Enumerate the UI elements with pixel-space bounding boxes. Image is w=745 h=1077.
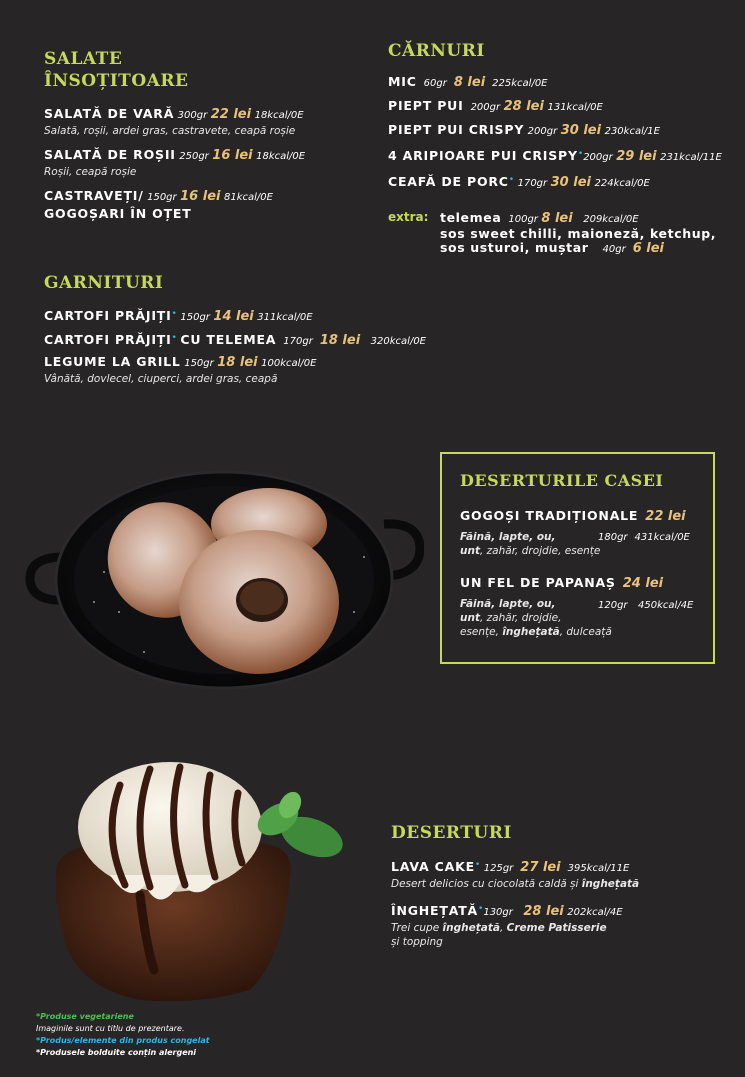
- item-kcal: 395kcal/11E: [567, 863, 630, 874]
- item-desc: Salată, roșii, ardei gras, castravete, ceapă roșie: [44, 125, 296, 137]
- desc-allergens-2: unt: [460, 545, 480, 557]
- item-name: CEAFĂ DE PORC: [388, 174, 509, 189]
- item-name: SALATĂ DE ROȘII: [44, 147, 176, 162]
- desc-allergens: Făină, lapte, ou,: [460, 598, 556, 610]
- desc-line3c: , dulceață: [559, 626, 612, 638]
- menu-item: [44, 188, 374, 223]
- item-kcal: 81kcal/0E: [224, 192, 273, 203]
- item-name: ÎNGHEȚATĂ: [391, 903, 479, 918]
- section-title-carnuri: CĂRNURI: [388, 41, 485, 61]
- extra-telemea-price: 8 lei: [541, 211, 573, 226]
- lava-cake-with-ice-cream-image: [50, 755, 345, 1005]
- section-garnituri: [44, 272, 444, 386]
- item-desc-line2: și topping: [391, 936, 443, 948]
- item-kcal: 18kcal/0E: [254, 110, 304, 121]
- footnote-frozen: *Produs/elemente din produs congelat: [36, 1036, 210, 1045]
- item-kcal: 230kcal/1E: [604, 126, 660, 137]
- item-kcal: 18kcal/0E: [256, 151, 306, 162]
- menu-item: [388, 146, 738, 166]
- item-price: 28 lei: [523, 904, 564, 919]
- menu-item: [44, 147, 374, 179]
- section-title-deserturile-casei: DESERTURILE CASEI: [460, 471, 664, 490]
- item-gram: 170gr: [283, 336, 313, 347]
- item-name: LAVA CAKE: [391, 859, 475, 874]
- item-name-line2: GOGOȘARI ÎN OȚET: [44, 206, 192, 221]
- frozen-marker: •: [171, 309, 177, 319]
- item-kcal: 311kcal/0E: [257, 312, 313, 323]
- item-gram: 200gr: [583, 152, 613, 163]
- extra-telemea-kcal: 209kcal/0E: [583, 214, 639, 225]
- extra-telemea-gram: 100gr: [508, 214, 538, 225]
- item-price: 18 lei: [217, 355, 258, 370]
- menu-item: [391, 901, 736, 949]
- item-kcal: 431kcal/0E: [634, 532, 690, 543]
- desc-rest: , zahăr, drojdie, esențe: [479, 545, 601, 557]
- item-price: 22 lei: [645, 509, 686, 524]
- menu-item: [460, 575, 663, 592]
- item-price: 30 lei: [560, 123, 602, 138]
- item-gram: 130gr: [483, 907, 513, 918]
- item-name: CARTOFI PRĂJIȚI: [44, 308, 172, 323]
- item-desc-sep: ,: [499, 922, 507, 934]
- donuts-on-pan-image: [24, 462, 424, 690]
- frozen-marker: •: [474, 860, 481, 870]
- item-price: 14 lei: [213, 309, 254, 324]
- section-carnuri: [388, 40, 738, 260]
- item-gram: 300gr: [177, 110, 208, 121]
- item-desc: Desert delicios cu ciocolată caldă și: [391, 878, 582, 890]
- item-kcal: 225kcal/0E: [492, 78, 548, 89]
- item-kcal: 320kcal/0E: [370, 336, 427, 347]
- item-gram: 150gr: [184, 358, 214, 369]
- item-name: CASTRAVEȚI/: [44, 188, 144, 203]
- extra-sauces-price: 6 lei: [632, 241, 665, 256]
- extras: [388, 210, 738, 260]
- item-kcal: 202kcal/4E: [567, 907, 623, 918]
- item-desc-bold-2: Creme Patisserie: [506, 922, 607, 934]
- item-gram: 170gr: [517, 178, 548, 189]
- item-name: LEGUME LA GRILL: [44, 354, 181, 369]
- item-desc-bold: înghețată: [442, 922, 500, 934]
- item-gram: 125gr: [483, 863, 514, 874]
- section-title-salate-line1: SALATE: [44, 49, 123, 69]
- item-name: SALATĂ DE VARĂ: [44, 106, 175, 121]
- menu-item: [44, 330, 444, 350]
- footnote-allergens: *Produsele bolduite conțin alergeni: [36, 1048, 197, 1057]
- menu-item: [388, 172, 738, 192]
- desc-line3a: esențe,: [460, 626, 503, 638]
- footnotes: [36, 1011, 210, 1059]
- item-price: 18 lei: [319, 333, 361, 348]
- item-kcal: 100kcal/0E: [261, 358, 317, 369]
- menu-item: [388, 74, 738, 92]
- desc-line3b: înghețată: [502, 626, 560, 638]
- item-gram: 180gr: [598, 532, 628, 543]
- item-gram: 120gr: [598, 600, 628, 611]
- item-price: 8 lei: [453, 75, 486, 90]
- menu-item: [391, 857, 736, 891]
- item-kcal: 224kcal/0E: [594, 178, 650, 189]
- item-desc: Trei cupe: [391, 922, 443, 934]
- extra-sauces-line1: sos sweet chilli, maioneză, ketchup,: [440, 226, 717, 241]
- item-gram: 250gr: [179, 151, 209, 162]
- extra-label: extra:: [388, 210, 429, 224]
- frozen-marker: •: [171, 333, 177, 343]
- menu-item: [44, 306, 444, 326]
- item-price: 29 lei: [616, 149, 657, 164]
- item-price: 30 lei: [550, 175, 591, 190]
- item-gram: 200gr: [527, 126, 558, 137]
- item-price: 16 lei: [180, 189, 221, 204]
- menu-item: [44, 106, 374, 138]
- menu-item: [44, 354, 444, 386]
- item-price: 24 lei: [622, 576, 664, 591]
- item-name: CARTOFI PRĂJIȚI: [44, 332, 172, 347]
- menu-item: [388, 98, 738, 116]
- frozen-marker: •: [577, 149, 584, 159]
- item-gram: 60gr: [423, 78, 447, 89]
- item-price: 28 lei: [503, 99, 544, 114]
- extra-sauces-gram: 40gr: [602, 244, 626, 255]
- section-salate: [44, 48, 374, 223]
- item-kcal: 231kcal/11E: [660, 152, 722, 163]
- section-title-garnituri: GARNITURI: [44, 273, 164, 293]
- desc-allergens: Făină, lapte, ou,: [460, 531, 556, 543]
- item-name: UN FEL DE PAPANAȘ: [460, 575, 616, 590]
- item-desc: Vânătă, dovlecel, ciuperci, ardei gras, ceapă: [44, 373, 278, 385]
- section-title-salate-line2: ÎNSOȚITOARE: [44, 71, 189, 91]
- section-title-deserturi: DESERTURI: [391, 823, 512, 843]
- desc-allergens-2: unt: [460, 612, 480, 624]
- item-desc: Roșii, ceapă roșie: [44, 166, 137, 178]
- item-price: 16 lei: [212, 148, 253, 163]
- item-price: 22 lei: [210, 107, 252, 122]
- item-kcal: 450kcal/4E: [638, 600, 694, 611]
- item-name: MIC: [388, 74, 417, 89]
- item-desc-bold: înghețată: [581, 878, 640, 890]
- item-gram: 200gr: [470, 102, 501, 113]
- section-deserturi: [391, 822, 736, 949]
- footnote-vegetarian: *Produse vegetariene: [36, 1012, 134, 1021]
- menu-item: [460, 508, 686, 525]
- menu-item: [388, 122, 738, 140]
- frozen-marker: •: [508, 175, 515, 185]
- item-gram: 150gr: [180, 312, 210, 323]
- item-gram: 150gr: [147, 192, 177, 203]
- item-name: PIEPT PUI CRISPY: [388, 122, 525, 137]
- item-name-suffix: CU TELEMEA: [180, 332, 277, 347]
- frozen-marker: •: [478, 904, 484, 914]
- extra-telemea-name: telemea: [440, 210, 502, 225]
- item-name: 4 ARIPIOARE PUI CRISPY: [388, 148, 578, 163]
- footnote-images: Imaginile sunt cu titlu de prezentare.: [36, 1024, 185, 1033]
- item-name: PIEPT PUI: [388, 98, 464, 113]
- deserturile-casei-box: [440, 452, 715, 664]
- extra-sauces-line2: sos usturoi, muștar: [440, 240, 589, 255]
- item-kcal: 131kcal/0E: [547, 102, 603, 113]
- desc-rest: , zahăr, drojdie,: [479, 612, 562, 624]
- item-name: GOGOȘI TRADIȚIONALE: [460, 508, 639, 523]
- item-price: 27 lei: [520, 860, 561, 875]
